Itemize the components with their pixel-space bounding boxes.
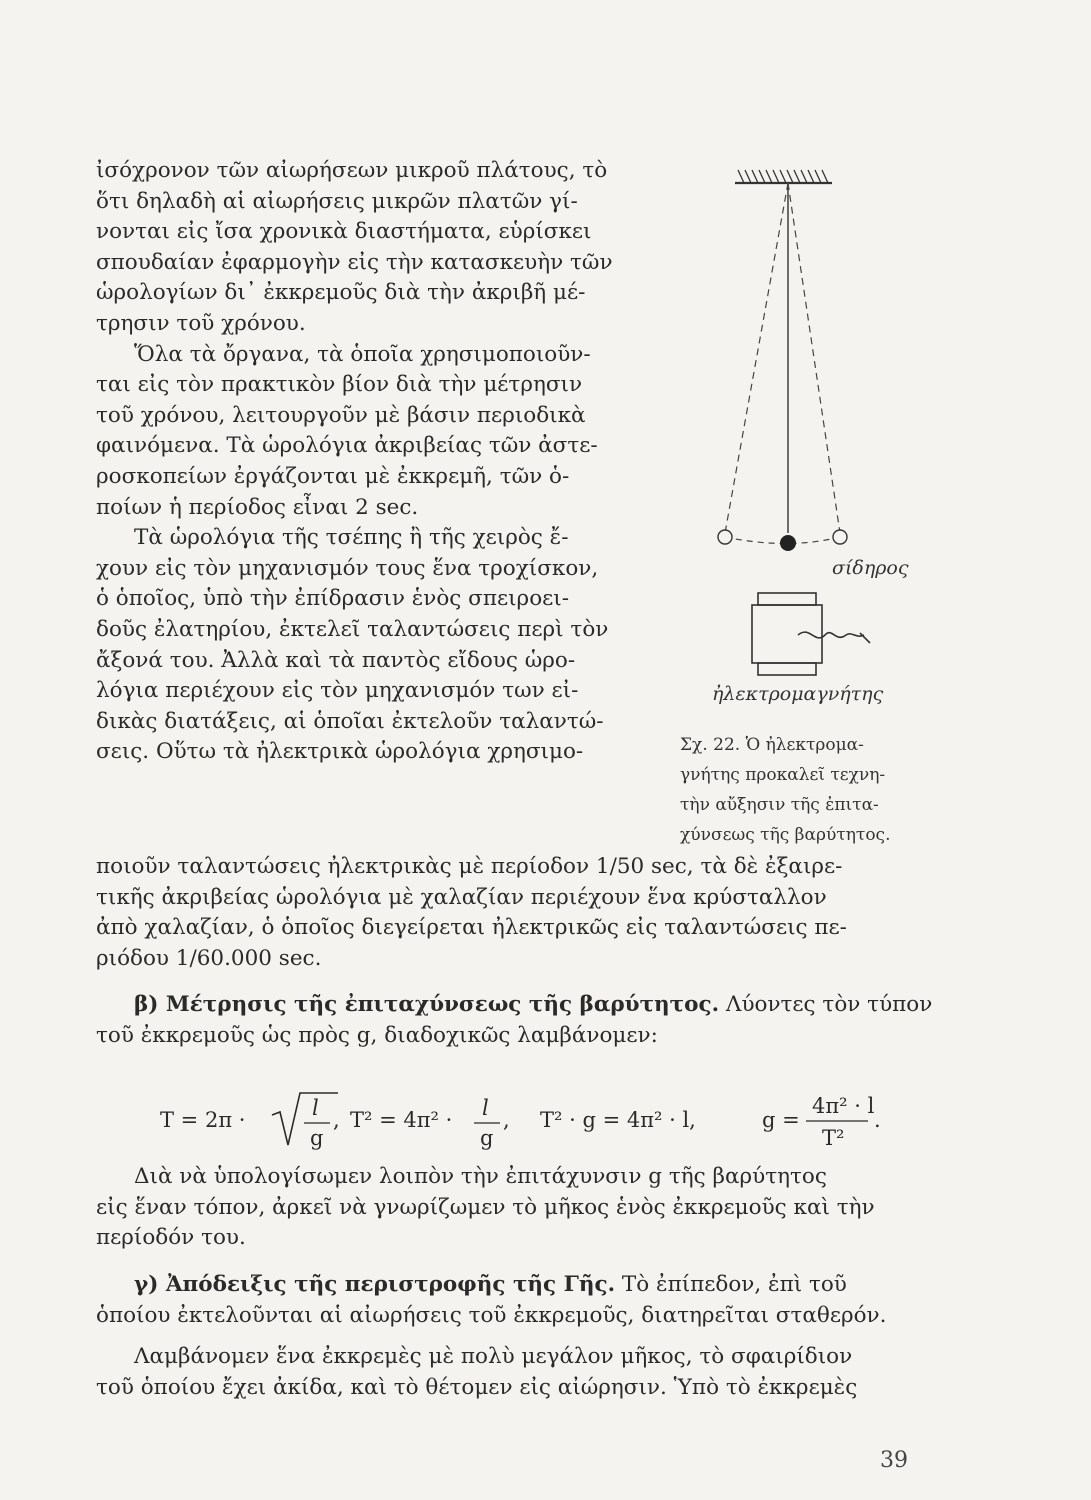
label-iron: σίδηρος xyxy=(832,557,909,579)
formula-g2: g xyxy=(480,1126,494,1150)
text-line: ἀπὸ χαλαζίαν, ὁ ὁποῖος διεγείρεται ἠλεκτρικῶς εἰς ταλαντώσεις πε- xyxy=(96,915,847,941)
text-line: δικὰς διατάξεις, αἱ ὁποῖαι ἐκτελοῦν ταλαντώ- xyxy=(96,708,604,734)
text-line: ὁ ὁποῖος, ὑπὸ τὴν ἐπίδρασιν ἑνὸς σπειροει- xyxy=(96,586,569,612)
bob-left xyxy=(718,530,732,544)
text-line: λόγια περιέχουν εἰς τὸν μηχανισμόν των εἰ- xyxy=(96,678,579,704)
text-line: Ὅλα τὰ ὄργανα, τὰ ὁποῖα χρησιμοποιοῦν- xyxy=(134,341,591,367)
formula-comma: , xyxy=(333,1108,340,1132)
section-earth-rotation xyxy=(96,1270,934,1331)
paragraph-watches xyxy=(96,523,666,768)
text-fragment: Λύοντες τὸν τύπον xyxy=(719,992,933,1017)
text-line: ροσκοπείων ἐργάζονται μὲ ἐκκρεμῆ, τῶν ὁ- xyxy=(96,463,570,489)
text-line: Λαμβάνομεν ἕνα ἐκκρεμὲς μὲ πολὺ μεγάλον μῆκος, τὸ σφαιρίδιον xyxy=(134,1344,853,1369)
text-line: ποιοῦν ταλαντώσεις ἠλεκτρικὰς μὲ περίοδον 1/50 sec, τὰ δὲ ἐξαιρε- xyxy=(96,854,843,879)
section-heading: γ) Ἀπόδειξις τῆς περιστροφῆς τῆς Γῆς. xyxy=(134,1272,616,1297)
formula-l2: l xyxy=(482,1096,489,1120)
text-line: τοῦ χρόνου, λειτουργοῦν μὲ βάσιν περιοδικὰ xyxy=(96,402,586,428)
text-line: ποίων ἡ περίοδος εἶναι 2 sec. xyxy=(96,494,419,520)
formula-den: T² xyxy=(822,1126,845,1150)
paragraph-long-pendulum xyxy=(96,1342,934,1403)
text-line: Διὰ νὰ ὑπολογίσωμεν λοιπὸν τὴν ἐπιτάχυνσιν g τῆς βαρύτητος xyxy=(134,1164,827,1189)
formula-l: l xyxy=(312,1096,319,1120)
ceiling-support xyxy=(735,170,832,183)
paragraph-watches-continued xyxy=(96,852,934,974)
text-line: εἰς ἕναν τόπον, ἀρκεῖ νὰ γνωρίζωμεν τὸ μῆκος ἑνὸς ἐκκρεμοῦς καὶ τὴν xyxy=(96,1194,875,1220)
text-line: Τὰ ὡρολόγια τῆς τσέπης ἢ τῆς χειρὸς ἔ- xyxy=(134,525,569,551)
bob-center xyxy=(780,535,796,551)
text-line: νονται εἰς ἴσα χρονικὰ διαστήματα, εὑρίσκει xyxy=(96,219,592,245)
formula-dot: . xyxy=(874,1108,881,1132)
text-line: ὁποίου ἐκτελοῦνται αἱ αἰωρήσεις τοῦ ἐκκρεμοῦς, διατηρεῖται σταθερόν. xyxy=(96,1302,887,1328)
text-line: ὡρολογίων δι᾿ ἐκκρεμοῦς διὰ τὴν ἀκριβῆ μέ- xyxy=(96,280,586,306)
section-heading: β) Μέτρησις τῆς ἐπιταχύνσεως τῆς βαρύτητος. xyxy=(134,992,720,1017)
radical-sign xyxy=(272,1093,338,1145)
page-number: 39 xyxy=(880,1448,908,1473)
text-line: δοῦς ἐλατηρίου, ἐκτελεῖ ταλαντώσεις περὶ τὸν xyxy=(96,616,609,642)
caption-line: τὴν αὔξησιν τῆς ἐπιτα- xyxy=(680,795,879,815)
section-gravity-measurement xyxy=(96,990,934,1051)
pendulum-string-left xyxy=(725,183,788,533)
text-line: σεις. Οὕτω τὰ ἠλεκτρικὰ ὡρολόγια χρησιμο- xyxy=(96,739,584,765)
text-line: τικῆς ἀκριβείας ὡρολόγια μὲ χαλαζίαν περιέχουν ἕνα κρύσταλλον xyxy=(96,884,827,910)
text-line: τοῦ ὁποίου ἔχει ἀκίδα, καὶ τὸ θέτομεν εἰς αἰώρησιν. Ὑπὸ τὸ ἐκκρεμὲς xyxy=(96,1374,858,1400)
figure-caption xyxy=(680,730,945,850)
formula-g-eq: g = xyxy=(762,1108,800,1132)
formula-num: 4π² · l xyxy=(812,1094,875,1118)
text-line: περίοδόν του. xyxy=(96,1225,246,1251)
text-column-top xyxy=(96,156,666,768)
text-line: χουν εἰς τὸν μηχανισμόν τους ἕνα τροχίσκον, xyxy=(96,555,599,581)
caption-line: γνήτης προκαλεῖ τεχνη- xyxy=(680,765,886,785)
electromagnet xyxy=(752,593,870,675)
label-electromagnet: ἠλεκτρομαγνήτης xyxy=(712,683,884,705)
pendulum-formula xyxy=(0,1085,1091,1160)
text-line: σπουδαίαν ἐφαρμογὴν εἰς τὴν κατασκευὴν τῶν xyxy=(96,249,613,275)
pendulum-diagram xyxy=(700,165,940,715)
bob-right xyxy=(833,530,847,544)
paragraph-isochronism xyxy=(96,156,666,340)
formula-t: T = 2π · xyxy=(160,1108,246,1132)
text-line: φαινόμενα. Τὰ ὡρολόγια ἀκριβείας τῶν ἀστε- xyxy=(96,433,598,459)
text-fragment: Τὸ ἐπίπεδον, ἐπὶ τοῦ xyxy=(615,1272,847,1297)
text-line: ἄξονά του. Ἀλλὰ καὶ τὰ παντὸς εἴδους ὡρο- xyxy=(96,647,576,673)
figure-pendulum xyxy=(700,165,940,715)
text-line: τοῦ ἐκκρεμοῦς ὡς πρὸς g, διαδοχικῶς λαμβάνομεν: xyxy=(96,1022,658,1048)
paragraph-compute-g xyxy=(96,1162,934,1254)
formula-t2g: T² · g = 4π² · l, xyxy=(540,1108,696,1132)
text-line: ται εἰς τὸν πρακτικὸν βίον διὰ τὴν μέτρησιν xyxy=(96,372,583,398)
text-line: ἰσόχρονον τῶν αἰωρήσεων μικροῦ πλάτους, τὸ xyxy=(96,158,608,183)
pendulum-string-right xyxy=(788,183,840,533)
formula-comma: , xyxy=(503,1108,510,1132)
caption-line: Σχ. 22. Ὁ ἠλεκτρομα- xyxy=(680,735,864,755)
text-line: ὅτι δηλαδὴ αἱ αἰωρήσεις μικρῶν πλατῶν γί- xyxy=(96,188,578,214)
formula-t2: T² = 4π² · xyxy=(350,1108,453,1132)
paragraph-instruments xyxy=(96,340,666,524)
formula-g: g xyxy=(310,1126,324,1150)
text-line: ριόδου 1/60.000 sec. xyxy=(96,945,322,971)
text-line: τρησιν τοῦ χρόνου. xyxy=(96,310,306,336)
caption-line: χύνσεως τῆς βαρύτητος. xyxy=(680,825,891,845)
